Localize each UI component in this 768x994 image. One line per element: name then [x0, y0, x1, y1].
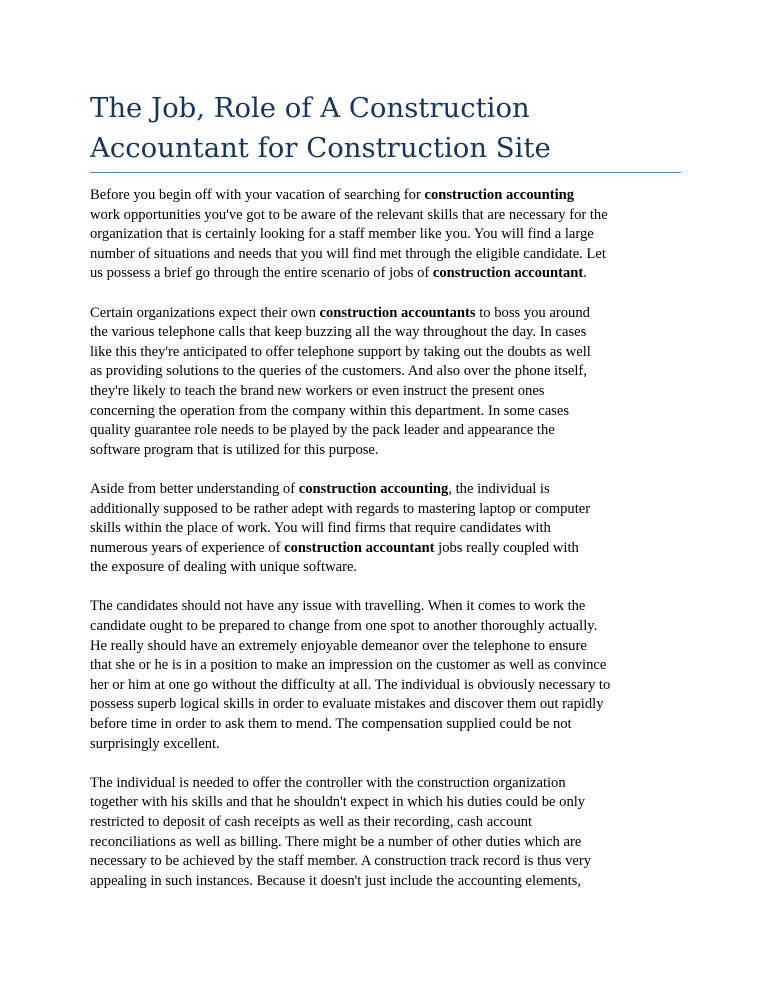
paragraph	[90, 304, 690, 461]
line-text: additionally supposed to be rather adept with regards to mastering laptop or computer	[90, 500, 591, 517]
text-line	[90, 676, 690, 696]
line-text: necessary to be achieved by the staff member. A construction track record is thus very	[90, 853, 592, 870]
text-line	[90, 852, 690, 872]
line-text: the various telephone calls that keep buzzing all the way throughout the day. In cases	[90, 324, 587, 341]
line-text: quality guarantee role needs to be played by the pack leader and appearance the	[90, 422, 555, 439]
line-text: software program that is utilized for this purpose.	[90, 441, 379, 458]
text-line	[90, 343, 690, 363]
title-divider	[90, 172, 681, 173]
title-line: Accountant for Construction Site	[90, 132, 551, 164]
text-line	[90, 656, 690, 676]
title-line: The Job, Role of A Construction	[90, 92, 530, 124]
text-line	[90, 362, 690, 382]
text-line	[90, 637, 690, 657]
text-line	[90, 323, 690, 343]
line-text: The individual is needed to offer the controller with the construction organization	[90, 774, 566, 791]
line-text: restricted to deposit of cash receipts as well as their recording, cash account	[90, 814, 533, 830]
line-text: .	[583, 265, 587, 282]
text-line	[90, 382, 690, 402]
keyword-bold: construction accounting	[424, 187, 575, 203]
line-text: , the individual is	[448, 480, 550, 497]
text-line	[90, 735, 690, 755]
text-line	[90, 500, 690, 520]
line-text: candidate ought to be prepared to change from one spot to another thoroughly actually.	[90, 618, 598, 635]
keyword-bold: construction accountant	[284, 539, 435, 556]
line-text: numerous years of experience of	[90, 539, 285, 556]
line-text: like this they're anticipated to offer telephone support by taking out the doubts as well	[90, 343, 591, 360]
line-text: concerning the operation from the company within this department. In some cases	[90, 402, 570, 419]
text-line	[90, 774, 690, 794]
line-text: her or him at one go without the difficulty at all. The individual is obviously necessary to	[90, 676, 611, 693]
line-text: appealing in such instances. Because it doesn't just include the accounting elements,	[90, 872, 581, 889]
paragraph	[90, 186, 690, 284]
line-text: they're likely to teach the brand new workers or even instruct the present ones	[90, 382, 545, 399]
line-text: that she or he is in a position to make an impression on the customer as well as convince	[90, 657, 607, 674]
text-line	[90, 264, 690, 284]
line-text: skills within the place of work. You will find firms that require candidates with	[90, 520, 551, 537]
line-text: before time in order to ask them to mend. The compensation supplied could be not	[90, 716, 572, 733]
line-text: as providing solutions to the queries of the customers. And also over the phone itself,	[90, 363, 587, 380]
line-text: together with his skills and that he shouldn't expect in which his duties could be only	[90, 794, 586, 811]
text-line	[90, 539, 690, 559]
line-text: number of situations and needs that you will find met through the eligible candidate. Let	[90, 245, 606, 262]
text-line	[90, 225, 690, 245]
line-text: reconciliations as well as billing. There might be a number of other duties which are	[90, 833, 582, 850]
keyword-bold: construction accountants	[319, 304, 476, 321]
text-line	[90, 558, 690, 578]
text-line	[90, 872, 690, 892]
text-line	[90, 617, 690, 637]
paragraph	[90, 597, 690, 754]
line-text: Before you begin off with your vacation of searching for	[90, 187, 425, 203]
line-text: Certain organizations expect their own	[90, 304, 320, 321]
line-text: Aside from better understanding of	[90, 480, 299, 497]
text-line	[90, 206, 690, 226]
text-line	[90, 813, 690, 833]
text-line	[90, 421, 690, 441]
line-text: work opportunities you've got to be aware of the relevant skills that are necessary for the	[90, 206, 608, 223]
line-text: us possess a brief go through the entire scenario of jobs of	[90, 265, 433, 282]
text-line	[90, 480, 690, 500]
paragraph	[90, 480, 690, 578]
line-text: jobs really coupled with	[434, 539, 579, 556]
text-line	[90, 695, 690, 715]
text-line	[90, 402, 690, 422]
line-text: the exposure of dealing with unique software.	[90, 559, 358, 576]
line-text: organization that is certainly looking for a staff member like you. You will find a large	[90, 226, 594, 243]
text-line	[90, 833, 690, 853]
paragraph	[90, 774, 690, 892]
page-title	[90, 88, 690, 168]
text-line	[90, 715, 690, 735]
line-text: He really should have an extremely enjoyable demeanor over the telephone to ensure	[90, 637, 587, 654]
line-text: to boss you around	[475, 304, 590, 321]
keyword-bold: construction accounting	[298, 480, 449, 497]
line-text: surprisingly excellent.	[90, 735, 220, 752]
text-line	[90, 793, 690, 813]
text-line	[90, 245, 690, 265]
text-line	[90, 304, 690, 324]
document-body	[90, 186, 690, 911]
text-line	[90, 519, 690, 539]
keyword-bold: construction accountant	[432, 265, 584, 282]
line-text: possess superb logical skills in order to evaluate mistakes and discover them out rapidly	[90, 696, 604, 713]
text-line	[90, 597, 690, 617]
line-text: The candidates should not have any issue with travelling. When it comes to work the	[90, 598, 586, 615]
text-line	[90, 186, 690, 206]
text-line	[90, 441, 690, 461]
